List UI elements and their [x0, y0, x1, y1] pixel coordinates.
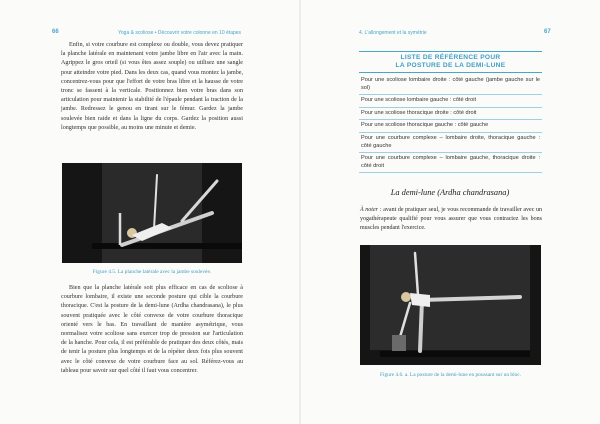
- reference-item: Pour une scoliose lombaire gauche : côté droit: [359, 95, 542, 108]
- note-paragraph: [360, 206, 542, 233]
- section-title: La demi-lune (Ardha chandrasana): [390, 188, 510, 197]
- left-paragraph-1: [61, 41, 243, 133]
- reference-item: Pour une scoliose thoracique droite : côté droit: [359, 108, 542, 121]
- reference-item: Pour une scoliose thoracique gauche : côté gauche: [359, 120, 542, 133]
- reference-title-rule: [359, 72, 542, 73]
- right-page-number: 67: [544, 29, 551, 35]
- reference-title-line-2: LA POSTURE DE LA DEMI-LUNE: [395, 62, 506, 69]
- side-plank-illustration: [62, 163, 242, 263]
- right-figure-caption: Figure 4.6. a. La posture de la demi-lune en poussant sur un bloc.: [379, 372, 522, 378]
- note-text: avant de pratiquer seul, je vous recommande de travailler avec un yogathérapeute qualifié pour vous assurer que vous contractez les bons muscles pendant l'exercice.: [360, 207, 543, 231]
- right-running-head: 4. L'allongement et la symétrie: [359, 30, 427, 36]
- left-page: [0, 0, 299, 424]
- left-figure-caption: Figure 4.5. La planche latérale avec la jambe soulevée.: [92, 269, 212, 275]
- half-moon-illustration: [360, 245, 541, 365]
- reference-item: Pour une courbure complexe – lombaire droite, thoracique gauche : côté gauche: [359, 133, 542, 153]
- reference-top-rule: [359, 51, 542, 52]
- note-label: À noter :: [360, 207, 382, 213]
- half-moon-photo: [360, 245, 541, 365]
- right-page: [301, 0, 600, 424]
- left-paragraph-2-text: Bien que la planche latérale soit plus efficace en cas de scoliose à courbure lombaire, il existe une seconde posture qui cible la courbure thoracique. C'est la posture de la demi-lune (Ardha chandrasana), le plus souvent pratiquée avec le côté convexe de votre courbure thoracique orienté vers le bas. En travaillant de manière asymétrique, vous normalisez votre scoliose sans exercer trop de pression sur l'articulation de la hanche. Pour cela, il est préférable de pratiquer des deux côtés, mais de tenir la posture plus longtemps et de la répéter deux fois plus souvent avec le côté convexe de votre courbure face au sol. Référez-vous au tableau pour savoir sur quel côté il faut vous concentrer.: [61, 285, 243, 374]
- reference-item: Pour une courbure complexe – lombaire gauche, thoracique droite : côté droit: [359, 153, 542, 173]
- left-running-head: Yoga & scoliose • Découvrir votre colonne en 10 étapes: [118, 30, 242, 36]
- left-paragraph-1-text: Enfin, si votre courbure est complexe ou double, vous devez pratiquer la planche latérale en maintenant votre jambe libre en l'air avec la main. Agrippez le gros orteil (si vous êtes assez souple) ou utilisez une sangle pour atteindre votre pied. Dans les deux cas, quand vous montez la jambe, concentrez-vous pour que l'effort de votre bras libre et la hausse de votre tronc se fassent à la verticale. Positionnez bien votre bras dans son articulation pour maintenir la stabilité de l'épaule pendant la traction de la jambe. Redressez le genou en tirant sur le fémur. Gardez la jambe soulevée bien raide et dans la ligne du corps. Gardez la position aussi longtemps que possible, au moins une minute et demie.: [61, 42, 243, 131]
- reference-box: [359, 49, 542, 173]
- left-page-number: 66: [52, 29, 59, 35]
- side-plank-photo: [62, 163, 242, 263]
- reference-title-line-1: LISTE DE RÉFÉRENCE POUR: [400, 54, 501, 61]
- reference-item: Pour une scoliose lombaire droite : côté gauche (jambe gauche sur le sol): [359, 75, 542, 95]
- left-paragraph-2: [61, 284, 243, 376]
